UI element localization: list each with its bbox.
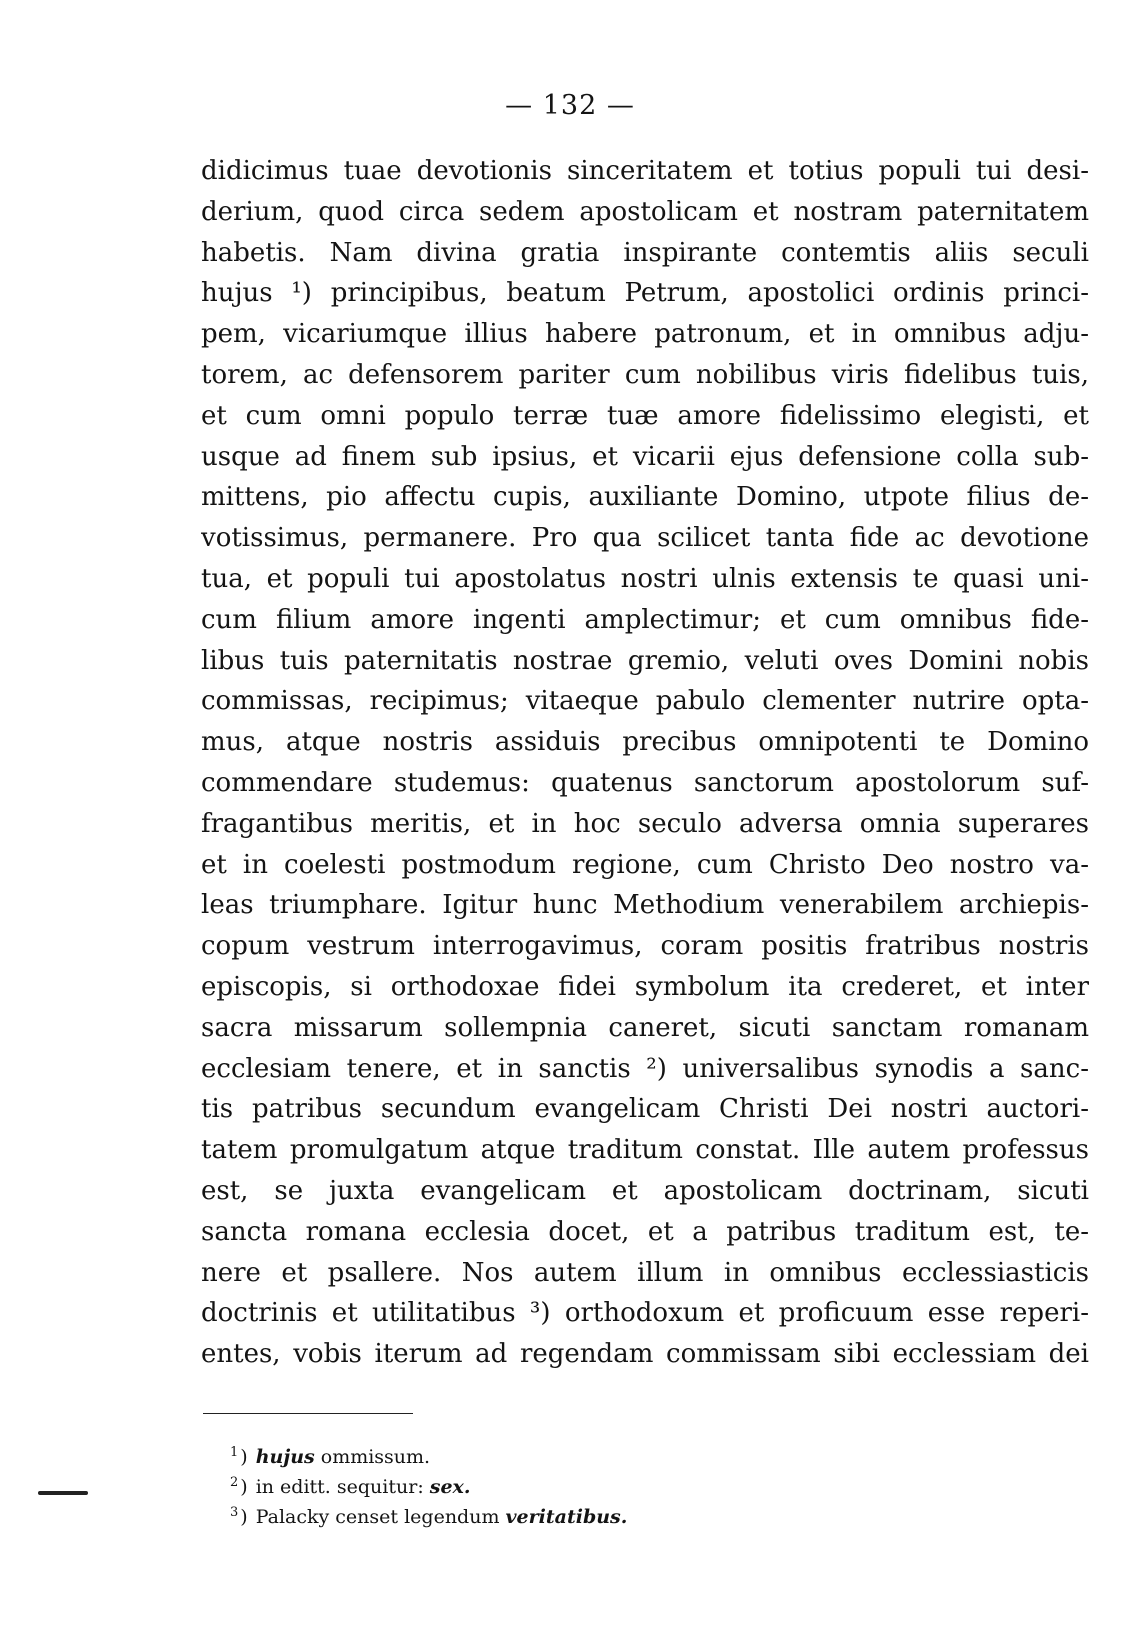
- footnote-emphasis: veritatibus.: [505, 1506, 628, 1528]
- text-line: episcopis, si orthodoxae fidei symbolum ita crederet, et inter: [201, 971, 1089, 1002]
- text-line: habetis. Nam divina gratia inspirante contemtis aliis seculi: [201, 237, 1089, 268]
- text-line: est, se juxta evangelicam et apostolicam doctrinam, sicuti: [201, 1175, 1089, 1206]
- footnote-1: $^1$ ) hujus ommissum.: [230, 1444, 431, 1468]
- footnotes: [230, 1442, 930, 1532]
- text-line: votissimus, permanere. Pro qua scilicet tanta fide ac devotione: [201, 523, 1089, 554]
- text-line: mus, atque nostris assiduis precibus omnipotenti te Domino: [201, 727, 1089, 758]
- text-line: mittens, pio affectu cupis, auxiliante Domino, utpote filius de-: [201, 482, 1089, 513]
- text-line: doctrinis et utilitatibus ³) orthodoxum et proficuum esse reperi-: [201, 1298, 1089, 1329]
- footnote-emphasis: sex.: [429, 1476, 471, 1498]
- text-line: copum vestrum interrogavimus, coram positis fratribus nostris: [201, 931, 1089, 962]
- text-line: sacra missarum sollempnia caneret, sicuti sanctam romanam: [201, 1012, 1089, 1043]
- text-line: tua, et populi tui apostolatus nostri ulnis extensis te quasi uni-: [201, 563, 1089, 594]
- text-line: commissas, recipimus; vitaeque pabulo clementer nutrire opta-: [201, 686, 1089, 717]
- footnote-3: $^3$ ) Palacky censet legendum veritatibus.: [230, 1504, 628, 1528]
- text-line: tis patribus secundum evangelicam Christi Dei nostri auctori-: [201, 1094, 1089, 1125]
- text-line: entes, vobis iterum ad regendam commissam sibi ecclessiam dei: [201, 1339, 1089, 1370]
- text-line: torem, ac defensorem pariter cum nobilibus viris fidelibus tuis,: [201, 359, 1089, 390]
- text-line: libus tuis paternitatis nostrae gremio, veluti oves Domini nobis: [201, 645, 1089, 676]
- footnote-divider: [203, 1413, 413, 1414]
- text-line: cum filium amore ingenti amplectimur; et cum omnibus fide-: [201, 604, 1089, 635]
- text-line: commendare studemus: quatenus sanctorum apostolorum suf-: [201, 767, 1089, 798]
- footnote-marker: 2: [230, 1474, 239, 1490]
- text-line: didicimus tuae devotionis sinceritatem et totius populi tui desi-: [201, 156, 1089, 186]
- footnote-text: ommissum.: [314, 1446, 431, 1468]
- footnote-marker: 3: [230, 1504, 239, 1520]
- text-line: pem, vicariumque illius habere patronum, et in omnibus adju-: [201, 319, 1089, 350]
- text-line: leas triumphare. Igitur hunc Methodium venerabilem archiepis-: [201, 890, 1089, 921]
- footnote-text: in editt. sequitur:: [255, 1476, 430, 1498]
- footnote-marker: 1: [230, 1444, 239, 1460]
- footnote-emphasis: hujus: [255, 1446, 315, 1468]
- text-line: et in coelesti postmodum regione, cum Christo Deo nostro va-: [201, 849, 1089, 880]
- page-number: — 132 —: [505, 90, 635, 121]
- text-line: sancta romana ecclesia docet, et a patribus traditum est, te-: [201, 1216, 1089, 1247]
- text-line: nere et psallere. Nos autem illum in omnibus ecclessiasticis: [201, 1257, 1089, 1288]
- text-line: hujus ¹) principibus, beatum Petrum, apostolici ordinis princi-: [201, 278, 1089, 309]
- footnote-text: Palacky censet legendum: [255, 1506, 506, 1528]
- footnote-2: $^2$ ) in editt. sequitur: sex.: [230, 1474, 471, 1498]
- text-line: fragantibus meritis, et in hoc seculo adversa omnia superares: [201, 808, 1089, 839]
- text-line: et cum omni populo terræ tuæ amore fidelissimo elegisti, et: [201, 400, 1089, 431]
- text-line: derium, quod circa sedem apostolicam et nostram paternitatem: [201, 196, 1089, 227]
- text-line: usque ad finem sub ipsius, et vicarii ejus defensione colla sub-: [201, 441, 1089, 472]
- text-line: tatem promulgatum atque traditum constat. Ille autem professus: [201, 1135, 1089, 1166]
- main-text: [201, 151, 1089, 1375]
- scan-artifact-mark: [38, 1491, 88, 1495]
- text-line: ecclesiam tenere, et in sanctis ²) universalibus synodis a sanc-: [201, 1053, 1089, 1084]
